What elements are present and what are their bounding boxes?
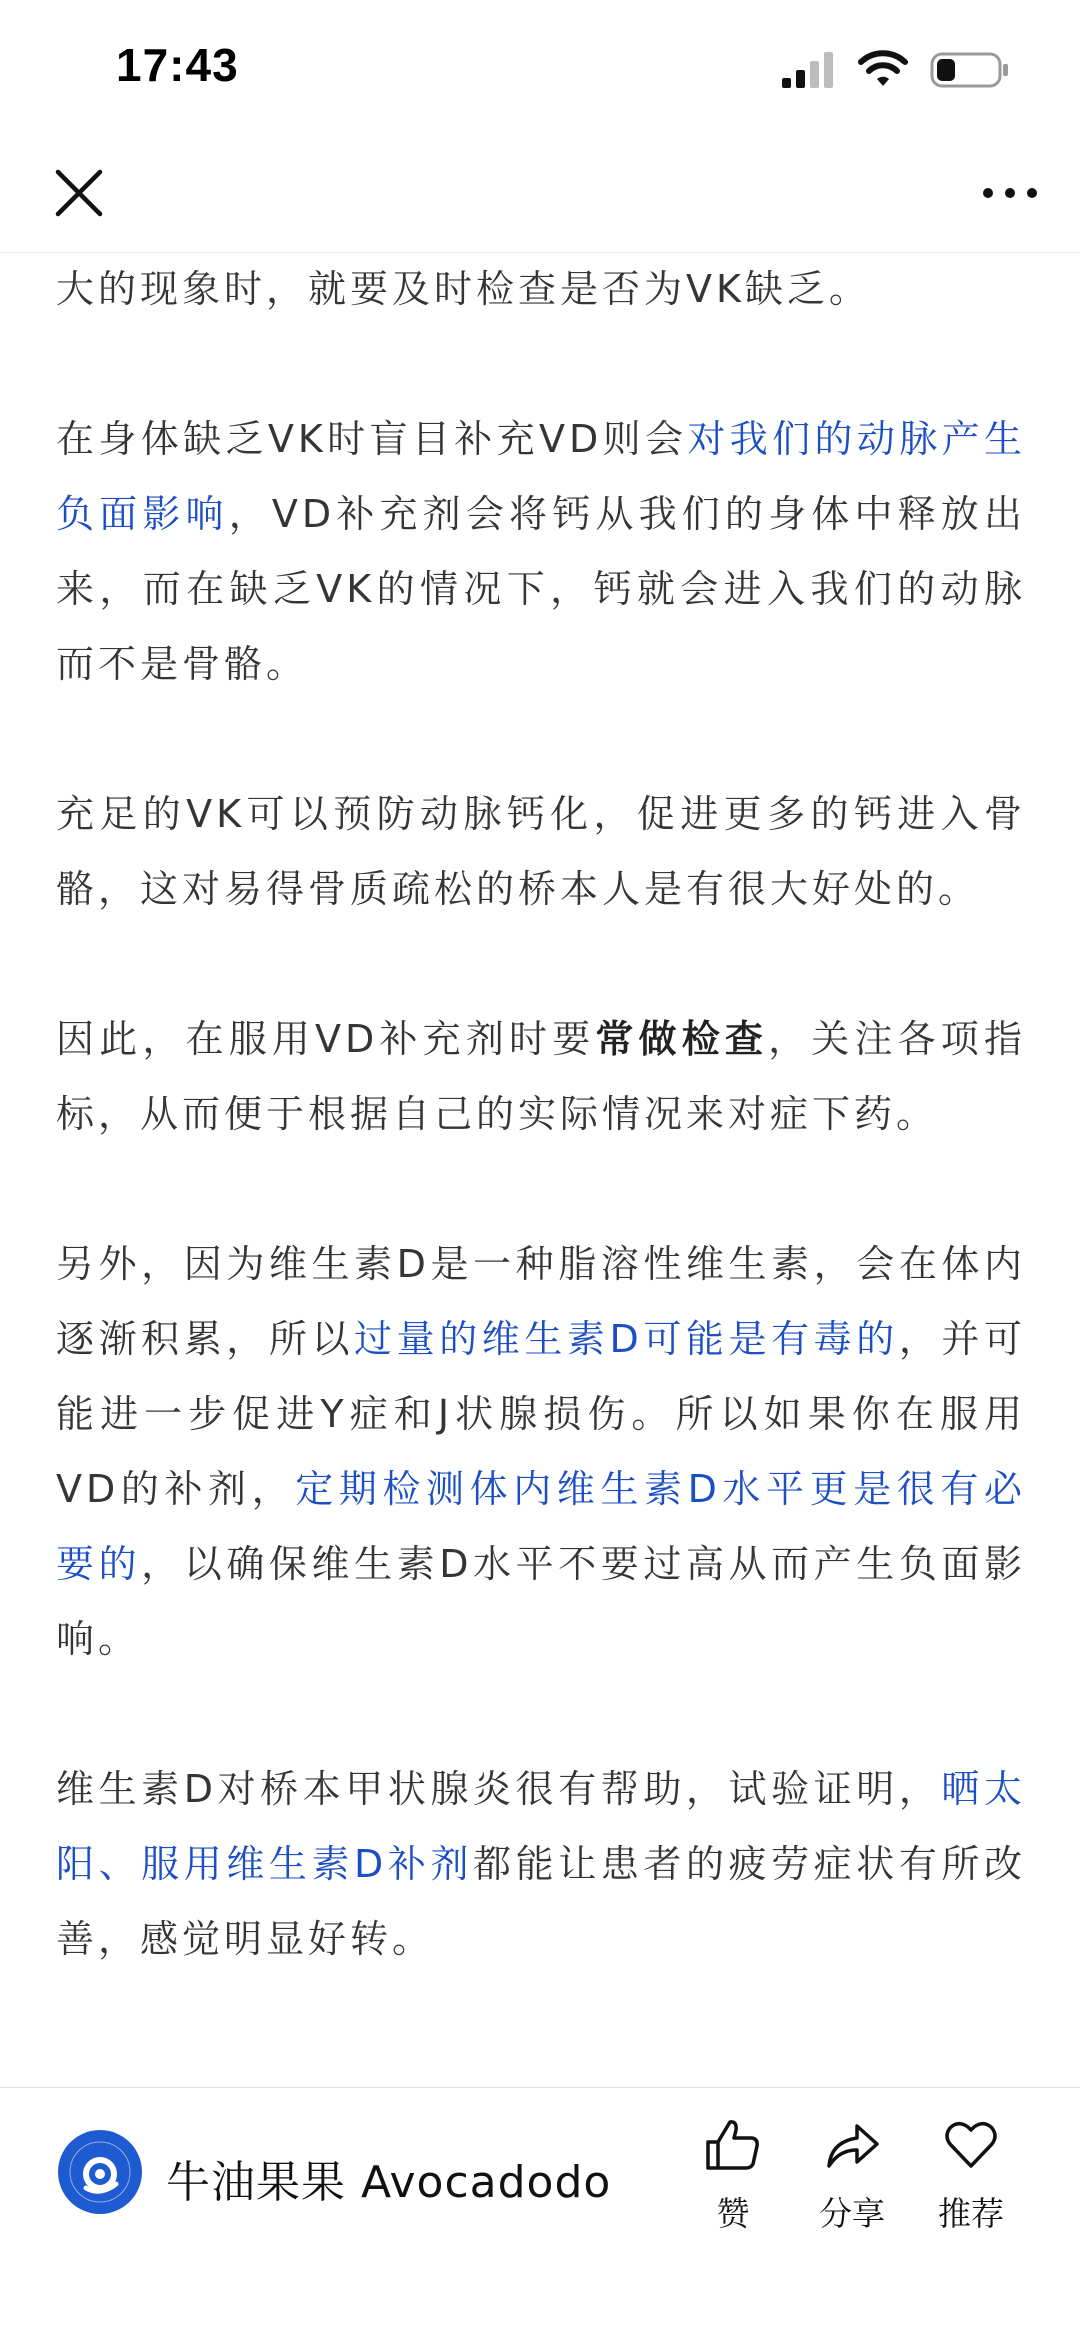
article-paragraph-5 [56,1227,1026,1677]
avatar[interactable] [58,2130,142,2214]
paragraph-text: ，VD补充剂会将钙从我们的身体中释放出来，而在缺乏VK的情况下，钙就会进入我们的动脉而不是骨骼。 [56,492,1026,686]
article-link[interactable]: 定期检测体内维生素D水平更是很有必要的 [56,1467,1026,1586]
close-icon[interactable] [50,164,108,222]
share-button[interactable] [797,2116,907,2235]
share-icon [823,2116,881,2174]
nav-bar [0,140,1080,253]
bottom-bar [0,2087,1080,2338]
paragraph-text: ，以确保维生素D水平不要过高从而产生负面影响。 [56,1542,1026,1661]
paragraph-text: 另外，因为维生素D是一种脂溶性维生素，会在体内逐渐积累，所以 [56,1242,1026,1361]
paragraph-text: 维生素D对桥本甲状腺炎很有帮助，试验证明， [56,1767,942,1811]
wifi-icon [858,50,908,90]
article-paragraph-6 [56,1752,1026,1977]
article-paragraph-4 [56,1002,1026,1152]
article-body [56,252,1026,2052]
article-paragraph-1: 大的现象时，就要及时检查是否为VK缺乏。 [56,267,871,311]
paragraph-text: 在身体缺乏VK时盲目补充VD则会 [56,417,688,461]
article-link[interactable]: 晒太阳、服用维生素D补剂 [56,1767,1026,1886]
like-label: 赞 [716,2194,750,2233]
article-paragraph-2 [56,402,1026,702]
status-icons [780,50,1010,90]
more-icon[interactable] [980,178,1040,208]
paragraph-text: ，并可能进一步促进Y症和J状腺损伤。所以如果你在服用VD的补剂， [56,1317,1026,1511]
share-label: 分享 [819,2194,885,2233]
paragraph-text: 都能让患者的疲劳症状有所改善，感觉明显好转。 [56,1842,1026,1961]
cellular-signal-icon [780,50,838,90]
recommend-button[interactable] [916,2116,1026,2235]
battery-icon [930,50,1010,90]
article-link[interactable]: 过量的维生素D可能是有毒的 [354,1317,899,1361]
thumbs-up-icon [704,2116,762,2174]
status-time: 17:43 [116,39,239,91]
article-link[interactable]: 对我们的动脉产生负面影响 [56,417,1026,536]
heart-icon [942,2116,1000,2174]
recommend-label: 推荐 [938,2194,1004,2233]
bold-text: 常做检查 [595,1017,769,1061]
paragraph-text: ，关注各项指标，从而便于根据自己的实际情况来对症下药。 [56,1017,1026,1136]
status-bar [0,0,1080,140]
like-button[interactable] [678,2116,788,2235]
account-name[interactable]: 牛油果果 Avocadodo [166,2157,612,2208]
article-paragraph-3: 充足的VK可以预防动脉钙化，促进更多的钙进入骨骼，这对易得骨质疏松的桥本人是有很大好处的。 [56,792,1026,911]
paragraph-text: 因此，在服用VD补充剂时要 [56,1017,596,1061]
